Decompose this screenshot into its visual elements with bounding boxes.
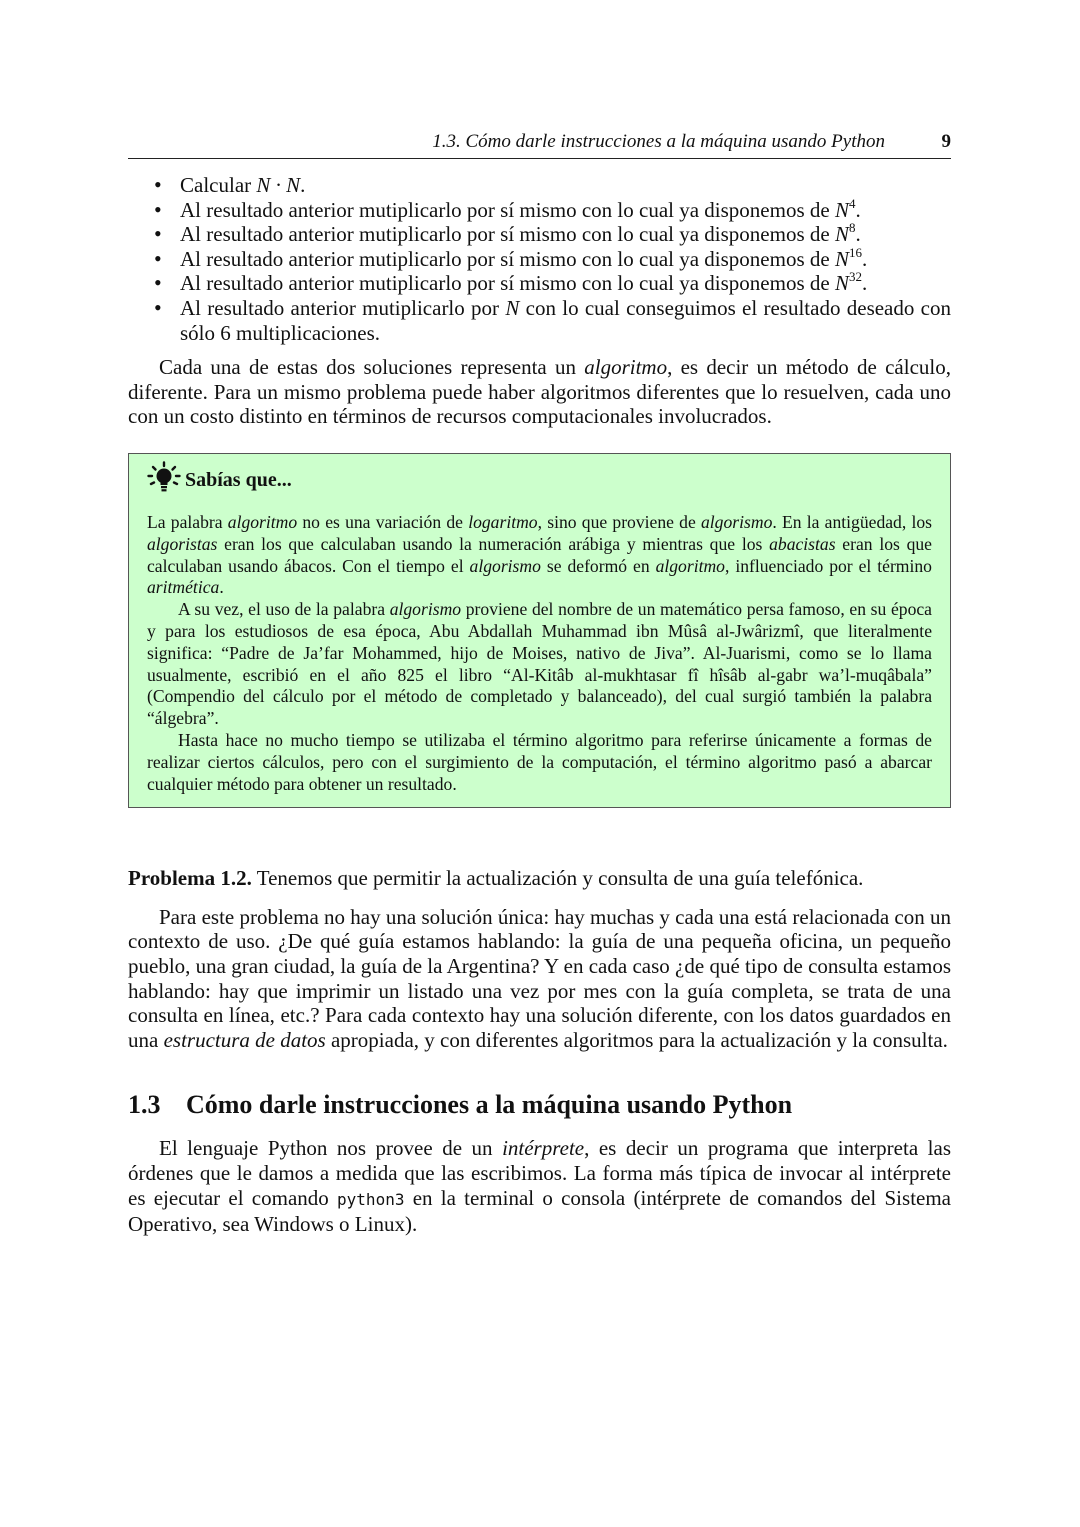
steps-list xyxy=(128,173,951,345)
running-header xyxy=(128,128,951,159)
box-title: Sabías que... xyxy=(185,469,292,492)
list-item: • Al resultado anterior mutiplicarlo por sí mismo con lo cual ya disponemos de $N^8$. xyxy=(180,222,951,247)
running-title: 1.3. Cómo darle instrucciones a la máquina usando Python xyxy=(432,131,885,152)
did-you-know-box xyxy=(128,453,951,808)
paragraph-phonebook: Para este problema no hay una solución única: hay muchas y cada una está relacionada con un contexto de uso. ¿De qué guía estamos hablando: la guía de una pequeña oficina, un pequeño pueblo, una gran ciudad, la guía de la Argentina? Y en cada caso ¿de qué tipo de consulta estamos hablando: hay que imprimir un listado una vez por mes con la guía completa, se trata de una consulta en línea, etc.? Para cada contexto hay una solución diferente, con los datos guardados en una estructura de datos apropiada, y con diferentes algoritmos para la actualización y la consulta. xyxy=(128,904,951,1052)
section-number: 1.3 xyxy=(128,1090,161,1120)
page xyxy=(128,128,951,1237)
box-paragraph: La palabra algoritmo no es una variación de logaritmo, sino que proviene de algorismo. En la antigüedad, los algoristas eran los que calculaban usando la numeración arábiga y mientras que los abacistas eran los que calculaban usando ábacos. Con el tiempo el algorismo se deformó en algoritmo, influenciado por el término aritmética. xyxy=(147,511,933,598)
paragraph-python: El lenguaje Python nos provee de un intérprete, es decir un programa que interpreta las órdenes que le damos a medida que las escribimos. La forma más típica de invocar al intérprete es ejecutar el comando python3 en la terminal o consola (intérprete de comandos del Sistema Operativo, sea Windows o Linux). xyxy=(128,1136,951,1237)
box-header xyxy=(147,464,932,498)
list-item: • Al resultado anterior mutiplicarlo por sí mismo con lo cual ya disponemos de $N^{16}$. xyxy=(180,247,951,272)
box-paragraph: A su vez, el uso de la palabra algorismo proviene del nombre de un matemático persa famoso, en su época y para los estudiosos de esa época, Abu Abdallah Muhammad ibn Mûsâ al-Jwârizmî, que literalmente significa: “Padre de Ja’far Mohammed, hijo de Moises, nativo de Jiva”. Al-Juarismi, como se lo llama usualmente, escribió en el año 825 el libro “Al-Kitâb al-mukhtasar fî hîsâb al-gabr wa’l-muqâbala” (Compendio del cálculo por el método de completado y balanceado), del cual surgió también la palabra “álgebra”. xyxy=(147,599,932,729)
paragraph-algorithms: Cada una de estas dos soluciones representa un algoritmo, es decir un método de cálculo, diferente. Para un mismo problema puede haber algoritmos diferentes que lo resuelven, cada uno con un costo distinto en términos de recursos computacionales involucrados. xyxy=(128,355,951,429)
box-body xyxy=(147,512,932,795)
problem-statement: Problema 1.2. Tenemos que permitir la actualización y consulta de una guía telefónica. xyxy=(128,866,864,891)
command-code: python3 xyxy=(337,1189,405,1209)
list-item: • Al resultado anterior mutiplicarlo por sí mismo con lo cual ya disponemos de $N^4$. xyxy=(180,198,951,223)
section-title: Cómo darle instrucciones a la máquina usando Python xyxy=(186,1090,793,1120)
lightbulb-icon xyxy=(147,461,185,501)
problem-label: Problema 1.2. xyxy=(128,866,252,891)
box-paragraph: Hasta hace no mucho tiempo se utilizaba el término algoritmo para referirse únicamente a formas de realizar ciertos cálculos, pero con el surgimiento de la computación, el término algoritmo pasó a abarcar cualquier método para obtener un resultado. xyxy=(147,729,932,794)
list-item: • Al resultado anterior mutiplicarlo por N con lo cual conseguimos el resultado deseado con sólo 6 multiplicaciones. xyxy=(180,296,951,345)
section-heading xyxy=(128,1090,951,1120)
list-item: • Calcular N · N. xyxy=(180,173,951,198)
page-number: 9 xyxy=(941,131,951,152)
list-item: • Al resultado anterior mutiplicarlo por sí mismo con lo cual ya disponemos de $N^{32}$. xyxy=(180,271,951,296)
